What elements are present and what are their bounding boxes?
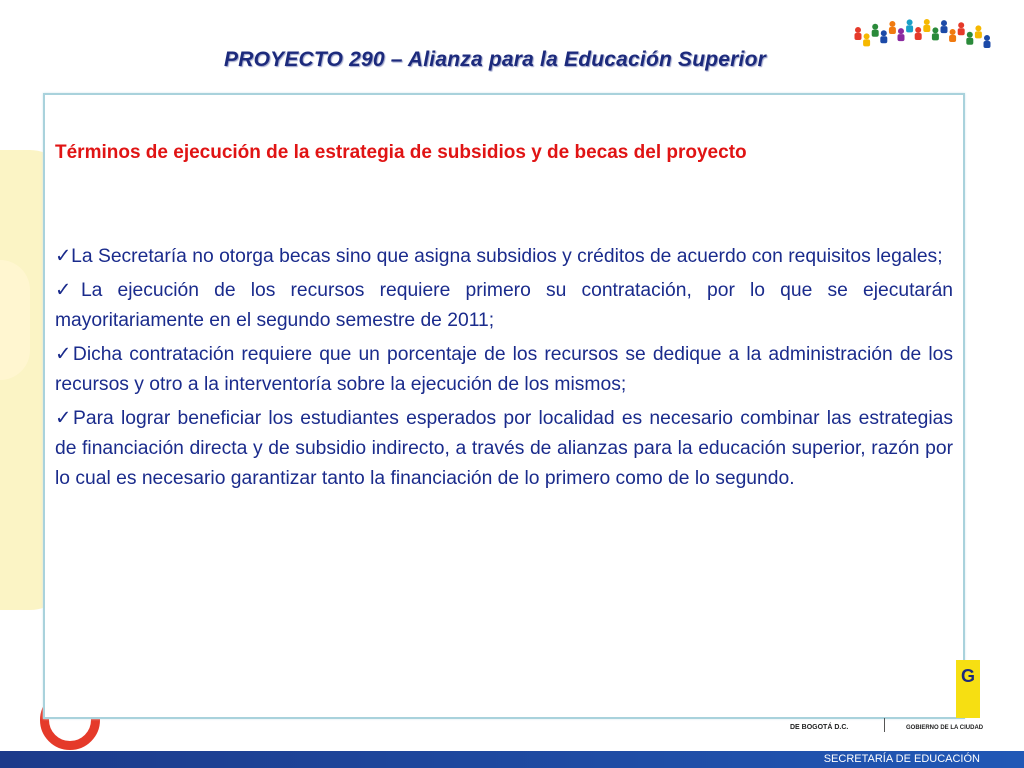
bullet-text: Dicha contratación requiere que un porcentaje de los recursos se dedique a la administración de los recursos y otro a la interventoría sobre la ejecución de los mismos;	[55, 344, 954, 395]
logo-figure-head	[975, 25, 981, 31]
background-decoration-inner	[0, 260, 30, 380]
logo-figure-head	[958, 22, 964, 28]
logo-figure-body	[975, 31, 982, 38]
secretaria-label: SECRETARÍA DE EDUCACIÓN	[823, 753, 980, 765]
bullet-text: Para lograr beneficiar los estudiantes esperados por localidad es necesario combinar las estrategias de financiación directa y de subsidio indirecto, a través de alianzas para la educación superior, razón por lo cual es necesario garantizar tanto la financiación de lo primero como de lo segundo.	[55, 408, 953, 489]
slide-title: PROYECTO 290 – Alianza para la Educación Superior	[224, 48, 766, 71]
logo-figure-body	[958, 28, 965, 35]
logo-figure-body	[915, 33, 922, 40]
footer-separator	[884, 718, 885, 732]
logo-figure-body	[923, 25, 930, 32]
section-heading: Términos de ejecución de la estrategia de subsidios y de becas del proyecto	[55, 142, 747, 163]
list-item	[55, 340, 953, 400]
logo-figure-head	[855, 27, 861, 33]
logo-figure-body	[941, 26, 948, 33]
logo-figure-head	[898, 28, 904, 34]
city-emblem	[956, 660, 980, 718]
logo-figure-head	[967, 32, 973, 38]
people-group-logo	[852, 12, 1002, 52]
list-item	[55, 276, 953, 336]
logo-figure-body	[872, 30, 879, 37]
bullet-text: La Secretaría no otorga becas sino que asigna subsidios y créditos de acuerdo con requisitos legales;	[71, 246, 943, 267]
logo-figure-body	[949, 35, 956, 42]
logo-figure-body	[889, 27, 896, 34]
logo-figure-head	[864, 33, 870, 39]
logo-figure-body	[880, 36, 887, 43]
list-item	[55, 404, 953, 494]
bullet-list	[55, 242, 953, 498]
logo-figure-head	[932, 27, 938, 33]
logo-figure-body	[898, 34, 905, 41]
logo-figure-head	[915, 27, 921, 33]
checkmark-icon: ✓	[55, 246, 72, 267]
logo-figure-head	[984, 35, 990, 41]
logo-figure-body	[906, 25, 913, 32]
logo-figure-head	[907, 19, 913, 25]
logo-figure-body	[932, 33, 939, 40]
emblem-letter: G	[961, 666, 976, 686]
logo-figure-body	[966, 38, 973, 45]
logo-figure-head	[941, 20, 947, 26]
logo-figure-head	[924, 19, 930, 25]
logo-figure-head	[889, 21, 895, 27]
checkmark-icon: ✓	[55, 408, 74, 429]
checkmark-icon: ✓	[55, 280, 81, 301]
logo-figure-head	[881, 30, 887, 36]
checkmark-icon: ✓	[55, 344, 73, 365]
logo-figure-body	[863, 39, 870, 46]
logo-figure-head	[950, 29, 956, 35]
logo-figure-body	[984, 41, 991, 48]
logo-figure-head	[872, 24, 878, 30]
logo-figure-body	[855, 33, 862, 40]
gobierno-label: GOBIERNO DE LA CIUDAD	[906, 725, 984, 731]
bogota-label: DE BOGOTÁ D.C.	[790, 724, 849, 731]
list-item	[55, 242, 953, 272]
bullet-text: La ejecución de los recursos requiere primero su contratación, por lo que se ejecutarán mayoritariamente en el segundo semestre de 2011;	[55, 280, 954, 331]
